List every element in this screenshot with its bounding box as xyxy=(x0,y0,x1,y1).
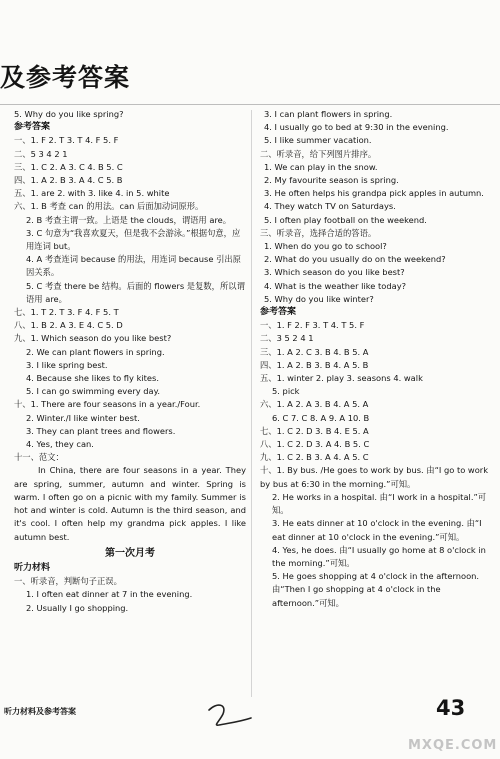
answer-line: 四、1. A 2. B 3. B 4. A 5. B xyxy=(260,359,369,370)
answer-line: 5. pick xyxy=(272,386,300,397)
footer-label: 听力材料及参考答案 xyxy=(4,707,76,716)
answer-explanation: 2. He works in a hospital. 由“I work in a hospital.”可知。 xyxy=(272,491,487,516)
listening-line: 5. Why do you like winter? xyxy=(264,293,374,304)
answer-line: 六、1. A 2. A 3. B 4. A 5. A xyxy=(260,399,369,410)
section-title: 第一次月考 xyxy=(105,547,155,559)
listening-line: 2. What do you usually do on the weekend? xyxy=(264,254,446,265)
answer-explanation: 4. A 考查连词 because 的用法，用连词 because 引出原因关系。 xyxy=(26,254,241,278)
listening-line: 2. My favourite season is spring. xyxy=(264,175,399,186)
answer-line: 三、1. C 2. A 3. C 4. B 5. C xyxy=(14,161,123,172)
answer-line: 八、1. B 2. A 3. E 4. C 5. D xyxy=(14,320,123,331)
answer-line: 九、1. C 2. B 3. A 4. A 5. C xyxy=(260,452,369,463)
answer-line: 九、1. Which season do you like best? xyxy=(14,333,172,344)
answer-line: 2. Winter./I like winter best. xyxy=(26,412,140,423)
listening-line: 4. They watch TV on Saturdays. xyxy=(264,201,396,212)
answer-line: 2. We can plant flowers in spring. xyxy=(26,346,165,357)
answer-line: 6. C 7. C 8. A 9. A 10. B xyxy=(272,412,370,423)
listening-line: 5. Why do you like spring? xyxy=(14,109,124,119)
listening-line: 2. Usually I go shopping. xyxy=(26,602,129,613)
site-watermark: MXQE.COM xyxy=(408,738,498,753)
page-header-title: 及参考答案 xyxy=(0,63,131,92)
answer-line: 4. Because she likes to fly kites. xyxy=(26,373,159,384)
answer-line: 四、1. A 2. B 3. A 4. C 5. B xyxy=(14,175,123,186)
listening-instruction: 三、听录音，选择合适的答语。 xyxy=(260,227,377,238)
listening-line: 1. We can play in the snow. xyxy=(264,161,378,172)
answer-line: 5. I can go swimming every day. xyxy=(26,386,160,397)
left-column xyxy=(14,108,246,615)
answer-line: 七、1. T 2. T 3. F 4. F 5. T xyxy=(14,307,119,318)
answer-line: 三、1. A 2. C 3. B 4. B 5. A xyxy=(260,346,369,357)
listening-line: 4. What is the weather like today? xyxy=(264,280,407,291)
answer-line: 3. They can plant trees and flowers. xyxy=(26,425,176,436)
listening-heading: 听力材料 xyxy=(14,562,51,573)
listening-instruction: 一、听录音，判断句子正误。 xyxy=(14,576,122,587)
header-rule xyxy=(0,104,500,105)
answer-explanation: 5. C 考查 there be 结构。后面的 flowers 是复数，所以谓语用 are。 xyxy=(26,280,245,304)
answer-line: 十、1. There are four seasons in a year./Four. xyxy=(14,399,201,410)
listening-line: 5. I often play football on the weekend. xyxy=(264,214,427,225)
answer-line: 五、1. winter 2. play 3. seasons 4. walk xyxy=(260,373,423,384)
right-column xyxy=(260,108,490,610)
answer-explanation: 2. B 考查主谓一致。上语是 the clouds，谓语用 are。 xyxy=(26,214,232,225)
answer-line: 4. Yes, they can. xyxy=(26,439,94,450)
listening-line: 3. Which season do you like best? xyxy=(264,267,405,278)
answer-line: 一、1. F 2. F 3. T 4. T 5. F xyxy=(260,320,365,331)
answer-explanation: 4. Yes, he does. 由“I usually go home at 8 o'clock in the morning.”可知。 xyxy=(272,544,486,568)
answer-line: 八、1. C 2. D 3. A 4. B 5. C xyxy=(260,439,370,450)
answer-explanation: 十、1. By bus. /He goes to work by bus. 由“I go to work by bus at 6:30 in the morning.”可知。 xyxy=(260,465,489,489)
answer-explanation: 3. C 句意为“我喜欢夏天，但是我不会游泳。”根据句意，应用连词 but。 xyxy=(26,227,241,252)
listening-line: 1. I often eat dinner at 7 in the evening. xyxy=(26,589,193,600)
model-essay: In China, there are four seasons in a year. They are spring, summer, autumn and winter. Spring is warm. I often go on a picnic with my family. Summer is hot and winter is cold. Autumn is the third season, and it's cool. I often help my grandma pick apples. I like autumn best. xyxy=(14,465,246,542)
answer-line: 七、1. C 2. D 3. B 4. E 5. A xyxy=(260,425,369,436)
listening-line: 4. I usually go to bed at 9:30 in the evening. xyxy=(264,122,449,133)
answer-line: 十一、范文： xyxy=(14,452,64,463)
handwritten-squiggle-icon xyxy=(205,700,255,730)
answer-line: 3. I like spring best. xyxy=(26,359,108,370)
page-number: 43 xyxy=(436,696,466,720)
answer-line: 五、1. are 2. with 3. like 4. in 5. white xyxy=(14,188,170,199)
listening-instruction: 二、听录音，给下列图片排序。 xyxy=(260,148,377,159)
answer-line: 一、1. F 2. T 3. T 4. F 5. F xyxy=(14,135,119,146)
answer-explanation: 3. He eats dinner at 10 o'clock in the evening. 由“I eat dinner at 10 o'clock in the evening.”可知。 xyxy=(272,518,482,542)
listening-line: 5. I like summer vacation. xyxy=(264,135,372,146)
listening-line: 1. When do you go to school? xyxy=(264,241,387,252)
answer-line: 二、3 5 2 4 1 xyxy=(260,333,314,344)
answer-line: 六、1. B 考查 can 的用法。can 后面加动词原形。 xyxy=(14,201,204,212)
answer-explanation: 5. He goes shopping at 4 o'clock in the afternoon. 由“Then I go shopping at 4 o'clock in the afternoon.”可知。 xyxy=(272,571,480,608)
answer-heading: 参考答案 xyxy=(260,307,297,318)
listening-line: 3. I can plant flowers in spring. xyxy=(264,109,393,119)
answer-heading: 参考答案 xyxy=(14,122,51,133)
column-divider xyxy=(251,110,252,697)
listening-line: 3. He often helps his grandpa pick apples in autumn. xyxy=(264,188,484,199)
answer-line: 二、5 3 4 2 1 xyxy=(14,148,68,159)
